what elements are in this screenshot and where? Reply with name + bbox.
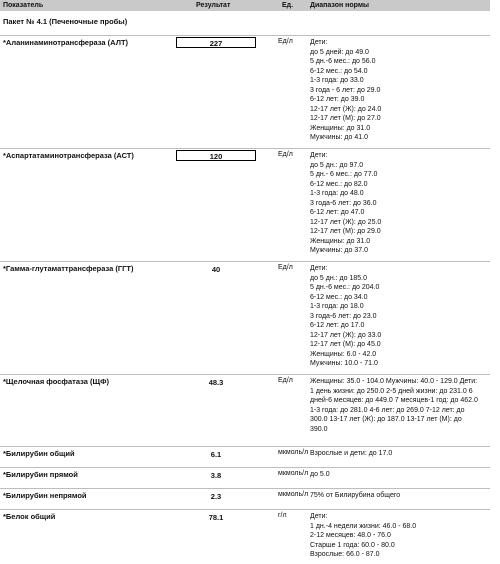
range-line: 12-17 лет (М): до 29.0 [310, 228, 381, 235]
range-line: Взрослые: 66.0 - 87.0 [310, 551, 380, 558]
range-line: 1 день жизни: до 250.0 2-5 дней жизни: до 231.0 6 дней-6 месяцев: до 449.0 7 месяцев-1 год: до 462.0 1-3 года: до 281.0 4-6 лет: до 269.0 7-12 лет: до 300.0 13-17 лет (Ж): до 187.0 13-17 лет (М): до 390.0 [310, 387, 478, 433]
reference-range [310, 491, 480, 501]
result-value: 78.1 [208, 513, 224, 522]
unit: г/л [278, 512, 287, 519]
test-name: *Белок общий [3, 512, 56, 521]
test-name: *Щелочная фосфатаза (ЩФ) [3, 377, 110, 386]
range-line: 1-3 года: до 18.0 [310, 303, 364, 310]
range-line: 1-3 года: до 48.0 [310, 190, 364, 197]
test-name: *Билирубин общий [3, 449, 75, 458]
range-line: 5 дн.- 6 мес.: до 77.0 [310, 171, 378, 178]
range-line: 3 года-6 лет: до 23.0 [310, 312, 377, 320]
range-line: 6-12 мес.: до 54.0 [310, 67, 368, 75]
table-row [0, 261, 490, 374]
range-line: Женщины: 35.0 - 104.0 Мужчины: 40.0 - 129.0 Дети: [310, 378, 478, 385]
range-line: Женщины: до 31.0 [310, 237, 371, 245]
range-line: 5 дн.-6 мес.: до 204.0 [310, 284, 380, 291]
range-line: 3 года-6 лет: до 36.0 [310, 199, 377, 207]
reference-range [310, 151, 480, 256]
result-value: 227 [176, 37, 256, 48]
range-line: 12-17 лет (М): до 45.0 [310, 341, 381, 348]
result-value: 120 [176, 150, 256, 161]
table-row [0, 446, 490, 467]
unit: мкмоль/л [278, 470, 309, 477]
test-name: *Аланинаминотрансфераза (АЛТ) [3, 38, 129, 47]
reference-range [310, 264, 480, 369]
result-value: 3.8 [210, 471, 222, 480]
range-line: Женщины: до 31.0 [310, 124, 371, 132]
range-line: до 5 дн.: до 185.0 [310, 274, 367, 282]
test-name: *Билирубин прямой [3, 470, 78, 479]
range-line: 12-17 лет (Ж): до 25.0 [310, 218, 382, 226]
range-line: 75% от Билирубина общего [310, 492, 401, 499]
range-line: 6-12 мес.: до 34.0 [310, 293, 368, 301]
table-row [0, 509, 490, 564]
table-row [0, 35, 490, 148]
range-line: Дети: [310, 39, 328, 46]
range-line: 6-12 лет: до 39.0 [310, 96, 365, 103]
range-line: 12-17 лет (М): до 27.0 [310, 115, 381, 122]
package-title: Пакет № 4.1 (Печеночные пробы) [3, 17, 128, 26]
range-line: Мужчины: до 37.0 [310, 247, 368, 254]
unit: Ед/л [278, 38, 293, 45]
range-line: 3 года - 6 лет: до 29.0 [310, 86, 381, 94]
range-line: Женщины: 6.0 - 42.0 [310, 350, 377, 358]
range-line: 6-12 мес.: до 82.0 [310, 180, 368, 188]
unit: Ед/л [278, 151, 293, 158]
result-value: 48.3 [208, 378, 224, 387]
table-header [0, 0, 490, 11]
range-line: Взрослые и дети: до 17.0 [310, 450, 393, 457]
range-line: 6-12 лет: до 47.0 [310, 209, 365, 216]
unit: Ед/л [278, 377, 293, 384]
range-line: 1-3 года: до 33.0 [310, 77, 364, 84]
result-value: 2.3 [210, 492, 222, 501]
range-line: до 5 дн.: до 97.0 [310, 161, 364, 169]
range-line: Дети: [310, 265, 328, 272]
test-name: *Аспартатаминотрансфераза (АСТ) [3, 151, 134, 160]
range-line: 12-17 лет (Ж): до 24.0 [310, 105, 382, 113]
result-value: 6.1 [210, 450, 222, 459]
range-line: 2-12 месяцев: 48.0 - 76.0 [310, 532, 391, 539]
header-range: Диапазон нормы [310, 2, 369, 9]
table-row [0, 374, 490, 446]
result-value: 40 [211, 265, 221, 274]
reference-range [310, 512, 480, 560]
unit: мкмоль/л [278, 491, 309, 498]
range-line: Мужчины: до 41.0 [310, 134, 368, 141]
table-row [0, 488, 490, 509]
table-row [0, 148, 490, 261]
reference-range [310, 449, 480, 459]
range-line: Дети: [310, 152, 328, 159]
range-line: до 5.0 [310, 471, 330, 478]
range-line: до 5 дней: до 49.0 [310, 48, 369, 56]
reference-range [310, 38, 480, 143]
header-result: Результат [196, 2, 231, 9]
header-unit: Ед. [282, 2, 294, 9]
range-line: Мужчины: 10.0 - 71.0 [310, 360, 378, 367]
test-name: *Билирубин непрямой [3, 491, 87, 500]
unit: Ед/л [278, 264, 293, 271]
range-line: 1 дн.-4 недели жизни: 46.0 - 68.0 [310, 522, 417, 530]
test-name: *Гамма-глутаматтрансфераза (ГГТ) [3, 264, 134, 273]
reference-range [310, 377, 480, 434]
range-line: 5 дн.-6 мес.: до 56.0 [310, 58, 376, 65]
range-line: 6-12 лет: до 17.0 [310, 322, 365, 329]
unit: мкмоль/л [278, 449, 309, 456]
range-line: 12-17 лет (Ж): до 33.0 [310, 331, 382, 339]
range-line: Дети: [310, 513, 328, 520]
reference-range [310, 470, 480, 480]
table-row [0, 467, 490, 488]
header-name: Показатель [3, 2, 44, 9]
range-line: Старше 1 года: 60.0 - 80.0 [310, 541, 395, 549]
